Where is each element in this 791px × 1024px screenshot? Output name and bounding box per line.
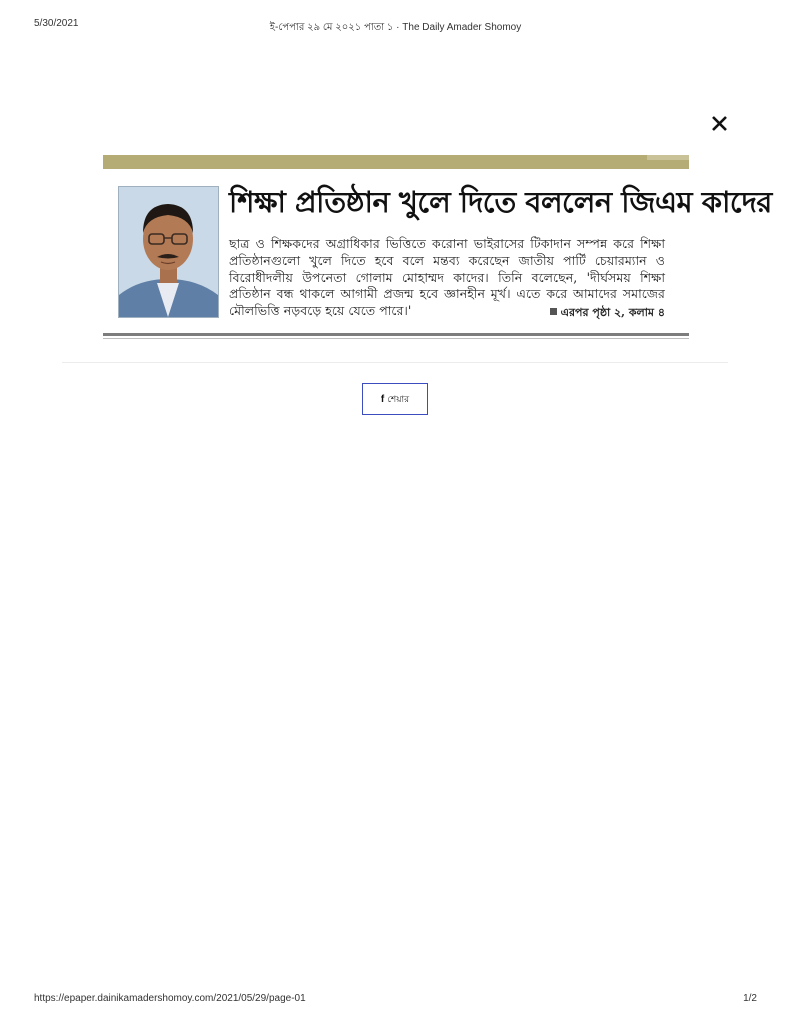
divider <box>62 362 728 363</box>
print-url: https://epaper.dainikamadershomoy.com/2021/05/29/page-01 <box>34 993 306 1004</box>
bullet-square-icon <box>550 308 557 315</box>
share-label: শেয়ার <box>387 394 410 405</box>
clipping-top-rule <box>103 155 689 169</box>
print-date: 5/30/2021 <box>34 18 79 29</box>
close-button[interactable] <box>708 111 732 135</box>
article-body: ছাত্র ও শিক্ষকদের অগ্রাধিকার ভিত্তিতে করোনা ভাইরাসের টিকাদান সম্পন্ন করে শিক্ষা প্রতিষ্ঠানগুলো খুলে দিতে হবে বলে মন্তব্য করেছেন জাতীয় পার্টি চেয়ারম্যান ও বিরোধীদলীয় উপনেতা গোলাম মোহাম্মদ কাদের। তিনি বলেছেন, 'দীর্ঘসময় শিক্ষা প্রতিষ্ঠান বন্ধ থাকলে আগামী প্রজন্ম হবে জ্ঞানহীন মূর্খ। এতে করে আমাদের সমাজের মৌলভিত্তি নড়বড়ে হয়ে যেতে পারে।' <box>229 236 665 319</box>
continuation-text: এরপর পৃষ্ঠা ২, কলাম ৪ <box>560 306 665 319</box>
print-page-number: 1/2 <box>743 993 757 1004</box>
close-icon <box>708 111 732 135</box>
continuation-note <box>550 304 665 323</box>
print-page-title: ই-পেপার ২৯ মে ২০২১ পাতা ১ · The Daily Amader Shomoy <box>269 22 522 33</box>
facebook-icon: f <box>380 393 385 405</box>
facebook-share-button[interactable] <box>362 383 428 415</box>
article-headline: শিক্ষা প্রতিষ্ঠান খুলে দিতে বললেন জিএম কাদের <box>229 185 772 219</box>
portrait-photo <box>118 186 219 318</box>
clipping-bottom-rule <box>103 333 689 336</box>
news-clipping <box>103 152 772 341</box>
